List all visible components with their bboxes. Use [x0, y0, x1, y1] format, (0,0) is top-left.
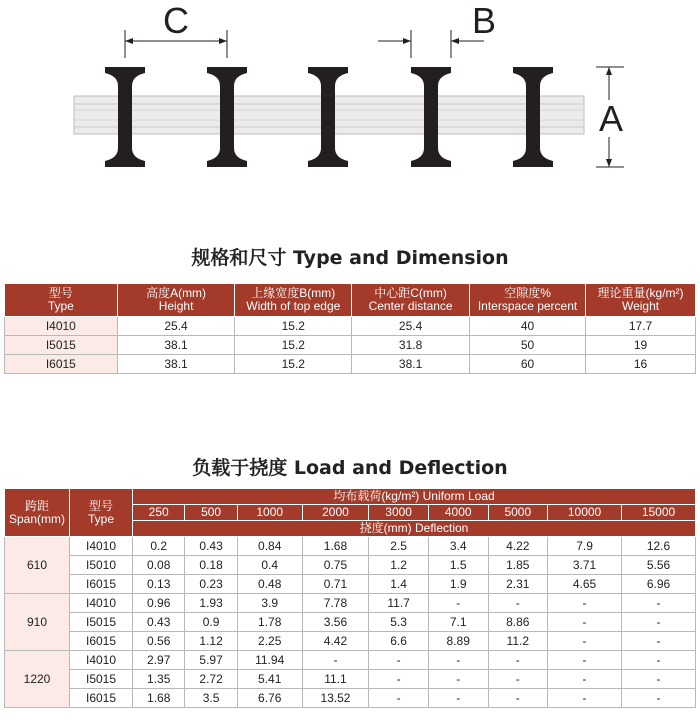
value-cell: 6.76 [237, 689, 302, 708]
value-cell: 15.2 [235, 355, 352, 374]
load-value: 5000 [488, 505, 548, 521]
value-cell: 3.9 [237, 594, 302, 613]
value-cell: 38.1 [352, 355, 470, 374]
value-cell: 7.1 [428, 613, 488, 632]
table-header-row [5, 489, 696, 505]
value-cell: - [369, 651, 429, 670]
value-cell: - [548, 651, 622, 670]
value-cell: - [622, 613, 696, 632]
table-row [5, 537, 696, 556]
value-cell: 5.3 [369, 613, 429, 632]
value-cell: 19 [586, 336, 696, 355]
value-cell: 1.5 [428, 556, 488, 575]
value-cell: 1.68 [133, 689, 185, 708]
value-cell: 1.2 [369, 556, 429, 575]
value-cell: 0.43 [133, 613, 185, 632]
table-row [5, 632, 696, 651]
value-cell: 3.56 [302, 613, 369, 632]
value-cell: - [548, 670, 622, 689]
load-value: 1000 [237, 505, 302, 521]
value-cell: 4.22 [488, 537, 548, 556]
value-cell: - [369, 670, 429, 689]
value-cell: 0.84 [237, 537, 302, 556]
table-row [5, 651, 696, 670]
dimension-b [378, 30, 484, 58]
load-value: 10000 [548, 505, 622, 521]
value-cell: 3.5 [185, 689, 237, 708]
value-cell: 5.56 [622, 556, 696, 575]
column-header: 理论重量(kg/m²) Weight [586, 284, 696, 317]
value-cell: - [428, 689, 488, 708]
type-cell: I6015 [5, 355, 118, 374]
value-cell: 50 [470, 336, 586, 355]
type-cell: I6015 [70, 689, 133, 708]
span-cell: 910 [5, 594, 70, 651]
value-cell: 60 [470, 355, 586, 374]
value-cell: 0.23 [185, 575, 237, 594]
type-cell: I4010 [70, 594, 133, 613]
value-cell: 11.2 [488, 632, 548, 651]
dimension-a-label: A [598, 98, 624, 139]
value-cell: 0.96 [133, 594, 185, 613]
value-cell: 2.97 [133, 651, 185, 670]
value-cell: 1.93 [185, 594, 237, 613]
value-cell: 15.2 [235, 336, 352, 355]
load-value: 3000 [369, 505, 429, 521]
value-cell: 0.43 [185, 537, 237, 556]
value-cell: 3.4 [428, 537, 488, 556]
value-cell: 1.9 [428, 575, 488, 594]
value-cell: 1.85 [488, 556, 548, 575]
type-cell: I5010 [70, 556, 133, 575]
value-cell: 0.48 [237, 575, 302, 594]
load-value: 250 [133, 505, 185, 521]
value-cell: 5.97 [185, 651, 237, 670]
value-cell: - [548, 594, 622, 613]
load-deflection-title: 负载于挠度 Load and Deflection [192, 457, 508, 479]
value-cell: 16 [586, 355, 696, 374]
value-cell: 12.6 [622, 537, 696, 556]
value-cell: 17.7 [586, 317, 696, 336]
value-cell: 7.9 [548, 537, 622, 556]
value-cell: 1.68 [302, 537, 369, 556]
value-cell: 38.1 [117, 336, 235, 355]
column-header: 中心距C(mm) Center distance [352, 284, 470, 317]
i-beam-diagram [0, 0, 700, 200]
type-cell: I4010 [70, 651, 133, 670]
table-header-row [5, 284, 696, 317]
type-cell: I4010 [5, 317, 118, 336]
value-cell: 7.78 [302, 594, 369, 613]
value-cell: - [622, 594, 696, 613]
value-cell: 0.13 [133, 575, 185, 594]
value-cell: 0.08 [133, 556, 185, 575]
value-cell: - [622, 632, 696, 651]
value-cell: 0.9 [185, 613, 237, 632]
value-cell: 15.2 [235, 317, 352, 336]
value-cell: 1.78 [237, 613, 302, 632]
value-cell: 0.71 [302, 575, 369, 594]
value-cell: 0.56 [133, 632, 185, 651]
value-cell: 31.8 [352, 336, 470, 355]
value-cell: 0.4 [237, 556, 302, 575]
uniform-load-header: 均布载荷(kg/m²) Uniform Load [133, 489, 696, 505]
span-header: 跨距 Span(mm) [5, 489, 70, 537]
table-row [5, 317, 696, 336]
value-cell: 11.94 [237, 651, 302, 670]
value-cell: - [428, 670, 488, 689]
value-cell: - [548, 632, 622, 651]
value-cell: - [622, 651, 696, 670]
value-cell: 2.31 [488, 575, 548, 594]
type-cell: I6015 [70, 632, 133, 651]
value-cell: 25.4 [117, 317, 235, 336]
table-row [5, 355, 696, 374]
value-cell: 4.42 [302, 632, 369, 651]
column-header: 空隙度% Interspace percent [470, 284, 586, 317]
value-cell: - [428, 651, 488, 670]
value-cell: - [369, 689, 429, 708]
value-cell: 1.35 [133, 670, 185, 689]
load-deflection-table [4, 488, 696, 708]
value-cell: 38.1 [117, 355, 235, 374]
span-cell: 1220 [5, 651, 70, 708]
value-cell: 6.96 [622, 575, 696, 594]
type-dimension-title: 规格和尺寸 Type and Dimension [191, 247, 509, 269]
table-row [5, 594, 696, 613]
value-cell: 1.12 [185, 632, 237, 651]
span-cell: 610 [5, 537, 70, 594]
table-row [5, 670, 696, 689]
type-cell: I5015 [5, 336, 118, 355]
type-cell: I5015 [70, 613, 133, 632]
dimension-b-label: B [471, 0, 497, 41]
type-dimension-table [4, 283, 696, 374]
value-cell: 0.75 [302, 556, 369, 575]
column-header: 型号 Type [5, 284, 118, 317]
type-cell: I5015 [70, 670, 133, 689]
value-cell: 5.41 [237, 670, 302, 689]
value-cell: 8.86 [488, 613, 548, 632]
value-cell: 4.65 [548, 575, 622, 594]
column-header: 高度A(mm) Height [117, 284, 235, 317]
table-row [5, 689, 696, 708]
value-cell: 11.1 [302, 670, 369, 689]
table-row [5, 575, 696, 594]
value-cell: 0.2 [133, 537, 185, 556]
value-cell: 1.4 [369, 575, 429, 594]
value-cell: - [622, 670, 696, 689]
load-value: 2000 [302, 505, 369, 521]
value-cell: 3.71 [548, 556, 622, 575]
load-value: 500 [185, 505, 237, 521]
type-cell: I4010 [70, 537, 133, 556]
dimension-c-label: C [163, 0, 189, 41]
load-value: 15000 [622, 505, 696, 521]
value-cell: 11.7 [369, 594, 429, 613]
value-cell: 13.52 [302, 689, 369, 708]
value-cell: - [302, 651, 369, 670]
type-header: 型号 Type [70, 489, 133, 537]
value-cell: 25.4 [352, 317, 470, 336]
table-row [5, 336, 696, 355]
value-cell: - [488, 689, 548, 708]
table-row [5, 613, 696, 632]
value-cell: 6.6 [369, 632, 429, 651]
value-cell: 8.89 [428, 632, 488, 651]
value-cell: 2.72 [185, 670, 237, 689]
column-header: 上缘宽度B(mm) Width of top edge [235, 284, 352, 317]
value-cell: 2.25 [237, 632, 302, 651]
table-row [5, 556, 696, 575]
type-cell: I6015 [70, 575, 133, 594]
value-cell: - [548, 613, 622, 632]
value-cell: - [488, 670, 548, 689]
value-cell: - [622, 689, 696, 708]
load-value: 4000 [428, 505, 488, 521]
deflection-header: 挠度(mm) Deflection [133, 521, 696, 537]
value-cell: 40 [470, 317, 586, 336]
value-cell: - [548, 689, 622, 708]
value-cell: 0.18 [185, 556, 237, 575]
value-cell: 2.5 [369, 537, 429, 556]
value-cell: - [488, 651, 548, 670]
value-cell: - [488, 594, 548, 613]
value-cell: - [428, 594, 488, 613]
